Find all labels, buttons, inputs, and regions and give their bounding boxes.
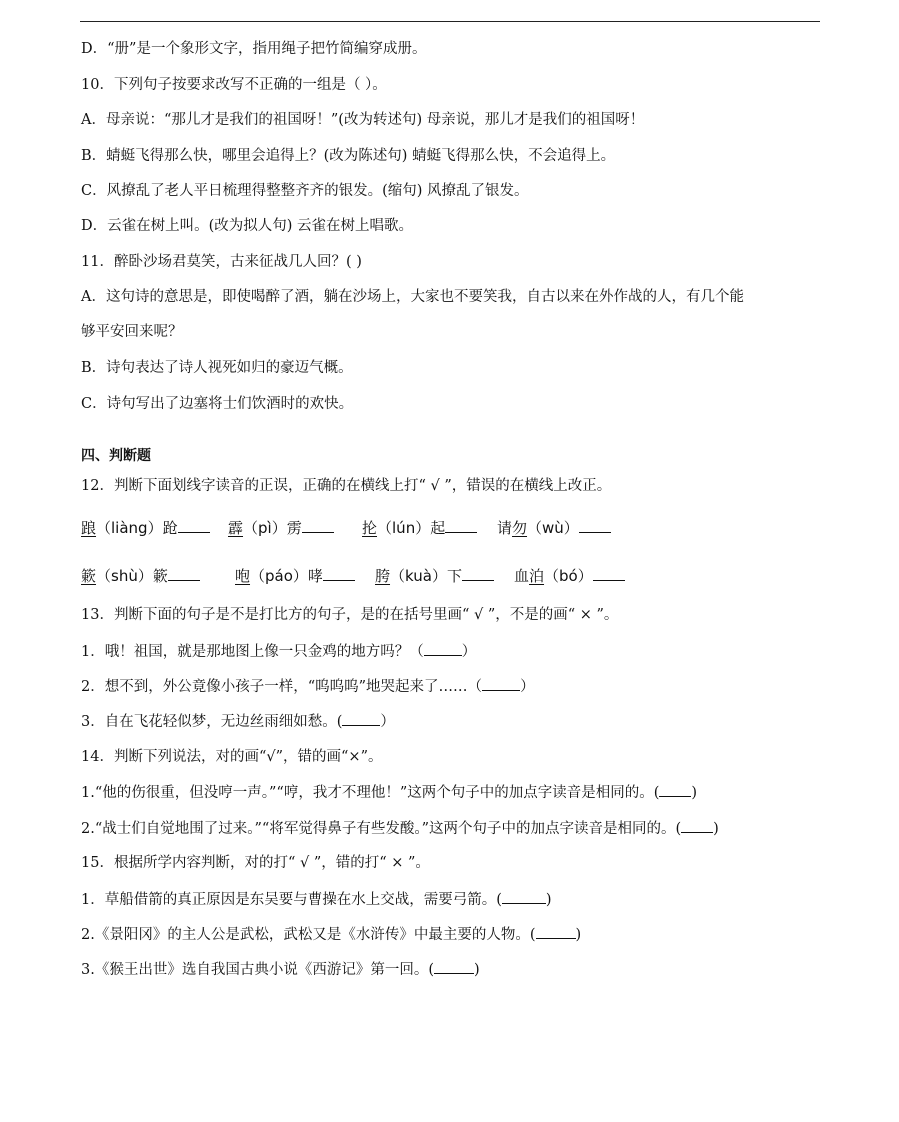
- q10-stem: 10．下列句子按要求改写不正确的一组是（ ）。: [81, 77, 387, 93]
- q10-option-a: A．母亲说：“那儿才是我们的祖国呀！”(改为转述句) 母亲说，那儿才是我们的祖国呀！: [81, 112, 645, 128]
- q12-item: 霹（pì）雳: [228, 517, 334, 539]
- q12-item: 请勿（wù）: [497, 517, 611, 539]
- q14-item-2: 2.“战士们自觉地围了过来。”“将军觉得鼻子有些发酸。”这两个句子中的加点字读音是相同的。( ): [81, 818, 719, 839]
- q12-item: 咆（páo）哮: [235, 565, 355, 587]
- q15-item-2: 2.《景阳冈》的主人公是武松，武松又是《水浒传》中最主要的人物。( ): [81, 924, 581, 945]
- q13-item-2: 2．想不到，外公竟像小孩子一样，“呜呜呜”地哭起来了……（ ）: [81, 676, 535, 697]
- answer-blank[interactable]: [342, 711, 380, 726]
- q9-option-d: D．“册”是一个象形文字，指用绳子把竹简编穿成册。: [81, 41, 427, 57]
- answer-blank[interactable]: [482, 676, 520, 691]
- q12-item: 踉（liàng）跄: [81, 517, 210, 539]
- q11-option-a-line1: A．这句诗的意思是，即使喝醉了酒，躺在沙场上，大家也不要笑我，自古以来在外作战的人，有几个能: [81, 289, 744, 305]
- answer-blank[interactable]: [445, 518, 477, 533]
- q12-item: 胯（kuà）下: [375, 565, 494, 587]
- answer-blank[interactable]: [659, 782, 691, 797]
- q13-item-1: 1．哦！祖国，就是那地图上像一只金鸡的地方吗？（ ）: [81, 641, 476, 662]
- header-rule: [80, 21, 820, 22]
- q12-stem: 12．判断下面划线字读音的正误，正确的在横线上打“ √ ”，错误的在横线上改正。: [81, 478, 612, 494]
- q15-item-3: 3.《猴王出世》选自我国古典小说《西游记》第一回。( ): [81, 959, 480, 980]
- q15-item-1: 1．草船借箭的真正原因是东吴要与曹操在水上交战，需要弓箭。( ): [81, 889, 552, 910]
- q12-item: 血泊（bó）: [514, 565, 625, 587]
- q13-stem: 13．判断下面的句子是不是打比方的句子，是的在括号里画“ √ ”，不是的画“ × ”。: [81, 607, 619, 623]
- q11-stem: 11．醉卧沙场君莫笑，古来征战几人回？( ): [81, 254, 362, 270]
- section-title: 四、判断题: [81, 448, 151, 464]
- answer-blank[interactable]: [502, 889, 546, 904]
- q14-item-1: 1.“他的伤很重，但没哼一声。”“哼，我才不理他！”这两个句子中的加点字读音是相同的。( ): [81, 782, 697, 803]
- answer-blank[interactable]: [434, 959, 474, 974]
- q10-option-b: B．蜻蜓飞得那么快，哪里会追得上？(改为陈述句) 蜻蜓飞得那么快，不会追得上。: [81, 148, 616, 164]
- q11-option-c: C．诗句写出了边塞将士们饮酒时的欢快。: [81, 396, 354, 412]
- answer-blank[interactable]: [424, 641, 462, 656]
- answer-blank[interactable]: [536, 924, 576, 939]
- q10-option-c: C．风撩乱了老人平日梳理得整整齐齐的银发。(缩句) 风撩乱了银发。: [81, 183, 529, 199]
- answer-blank[interactable]: [462, 566, 494, 581]
- q13-item-3: 3．自在飞花轻似梦，无边丝雨细如愁。( ）: [81, 711, 395, 732]
- answer-blank[interactable]: [178, 518, 210, 533]
- answer-blank[interactable]: [579, 518, 611, 533]
- answer-blank[interactable]: [302, 518, 334, 533]
- answer-blank[interactable]: [681, 818, 713, 833]
- answer-blank[interactable]: [168, 566, 200, 581]
- q14-stem: 14．判断下列说法，对的画“√”，错的画“×”。: [81, 749, 383, 765]
- q10-option-d: D．云雀在树上叫。(改为拟人句) 云雀在树上唱歌。: [81, 218, 414, 234]
- q12-item: 簌（shù）簌: [81, 565, 200, 587]
- q12-item: 抡（lún）起: [362, 517, 477, 539]
- answer-blank[interactable]: [593, 566, 625, 581]
- answer-blank[interactable]: [323, 566, 355, 581]
- q11-option-b: B．诗句表达了诗人视死如归的豪迈气概。: [81, 360, 353, 376]
- q11-option-a-line2: 够平安回来呢？: [81, 324, 183, 340]
- q15-stem: 15．根据所学内容判断，对的打“ √ ”，错的打“ × ”。: [81, 855, 430, 871]
